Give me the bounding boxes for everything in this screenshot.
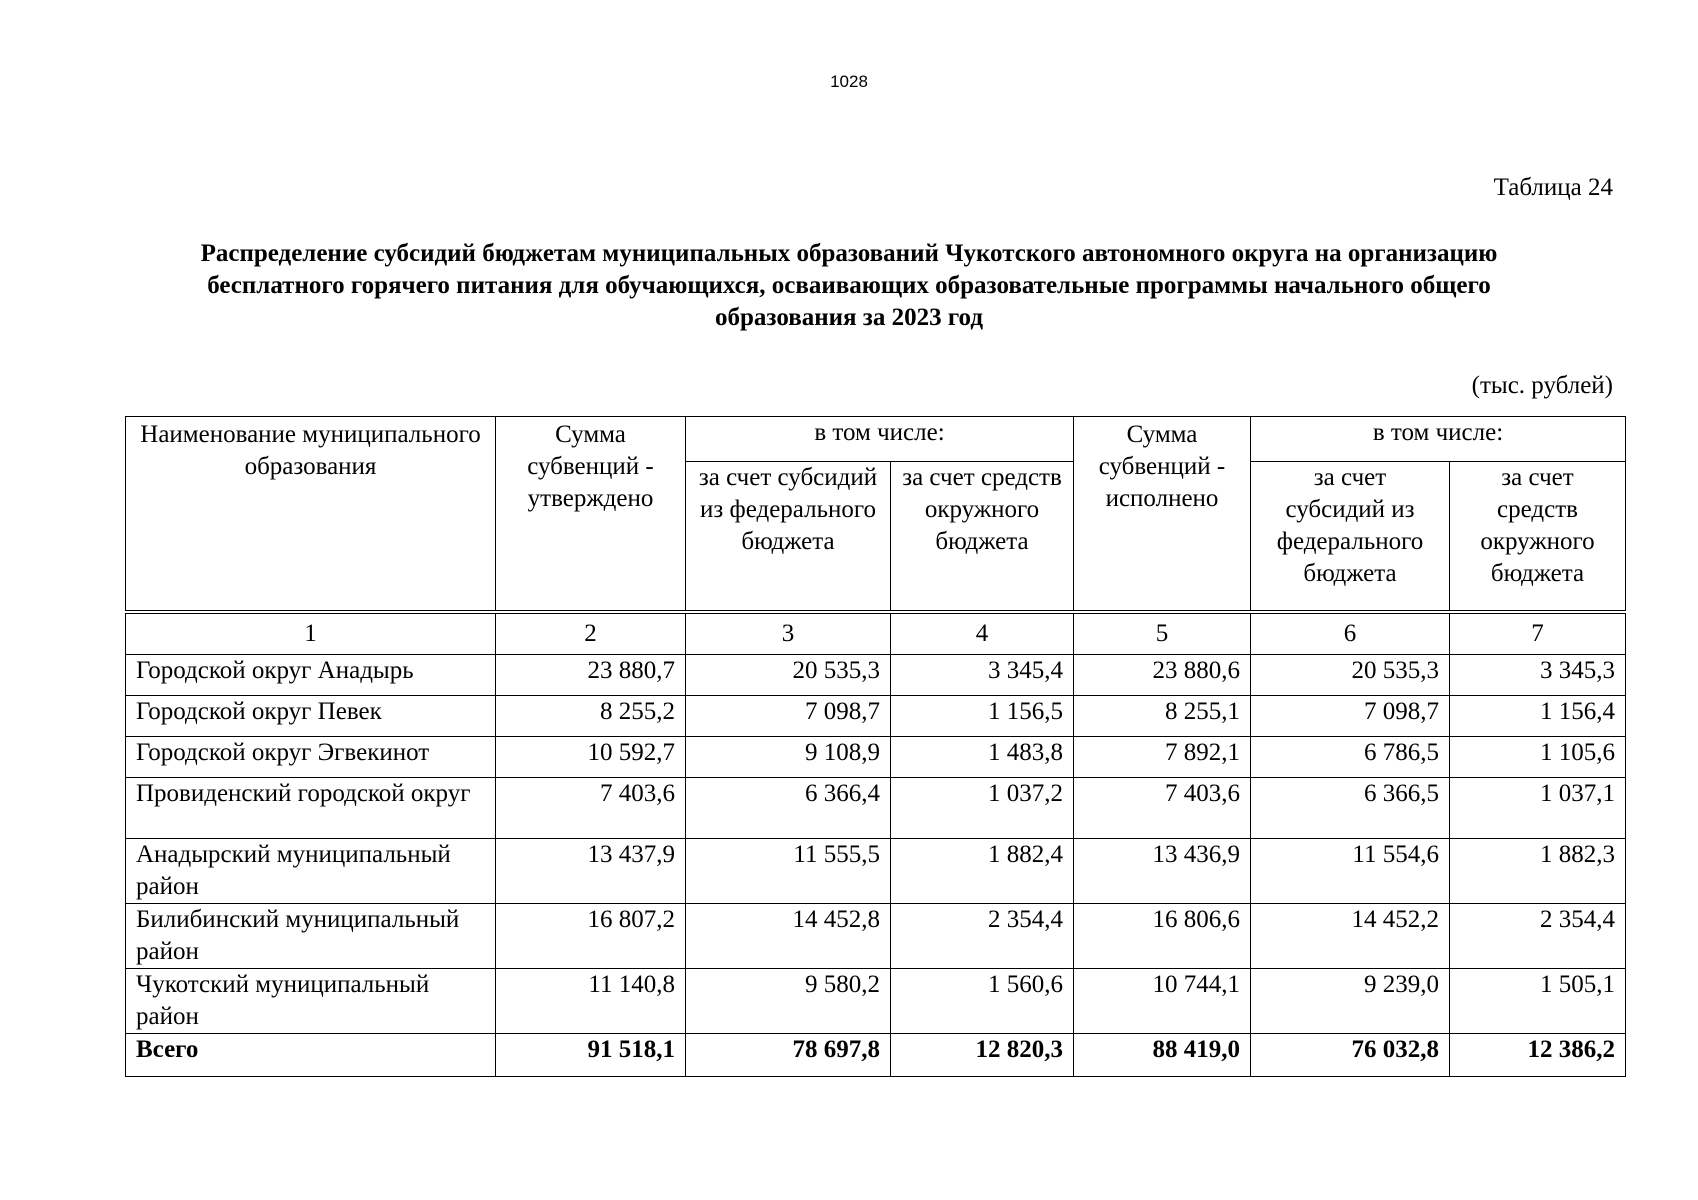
cell-value: 2 354,4 (891, 904, 1074, 969)
table-row (126, 904, 1626, 969)
cell-value: 11 555,5 (686, 839, 891, 904)
row-name: Городской округ Певек (126, 696, 496, 737)
table-row (126, 696, 1626, 737)
header-federal-executed: за счет субсидий из федерального бюджета (1251, 462, 1450, 611)
cell-value: 14 452,8 (686, 904, 891, 969)
cell-value: 1 882,3 (1450, 839, 1626, 904)
cell-value: 1 560,6 (891, 969, 1074, 1034)
cell-value: 1 037,2 (891, 778, 1074, 839)
total-label: Всего (126, 1034, 496, 1077)
header-including-executed: в том числе: (1251, 417, 1626, 462)
row-name: Анадырский муниципальный район (126, 839, 496, 904)
header-approved: Сумма субвенций - утверждено (496, 417, 686, 611)
cell-value: 13 436,9 (1074, 839, 1251, 904)
table-row (126, 839, 1626, 904)
header-name: Наименование муниципального образования (126, 417, 496, 611)
total-value: 12 820,3 (891, 1034, 1074, 1077)
total-value: 91 518,1 (496, 1034, 686, 1077)
cell-value: 2 354,4 (1450, 904, 1626, 969)
cell-value: 7 098,7 (1251, 696, 1450, 737)
total-value: 88 419,0 (1074, 1034, 1251, 1077)
cell-value: 11 554,6 (1251, 839, 1450, 904)
cell-value: 10 592,7 (496, 737, 686, 778)
cell-value: 7 403,6 (1074, 778, 1251, 839)
row-name: Чукотский муниципальный район (126, 969, 496, 1034)
row-name: Билибинский муниципальный район (126, 904, 496, 969)
cell-value: 9 108,9 (686, 737, 891, 778)
cell-value: 1 037,1 (1450, 778, 1626, 839)
total-value: 76 032,8 (1251, 1034, 1450, 1077)
subsidy-table (125, 416, 1626, 1077)
cell-value: 1 156,4 (1450, 696, 1626, 737)
cell-value: 23 880,6 (1074, 655, 1251, 696)
cell-value: 1 156,5 (891, 696, 1074, 737)
table-row (126, 778, 1626, 839)
cell-value: 9 580,2 (686, 969, 891, 1034)
row-name: Городской округ Анадырь (126, 655, 496, 696)
cell-value: 20 535,3 (686, 655, 891, 696)
table-title: Распределение субсидий бюджетам муниципальных образований Чукотского автономного округа на организацию бесплатного горячего питания для обучающихся, осваивающих образовательные программы начального общего образования за 2023 год (200, 240, 1498, 331)
row-name: Провиденский городской округ (126, 778, 496, 839)
cell-value: 1 105,6 (1450, 737, 1626, 778)
cell-value: 20 535,3 (1251, 655, 1450, 696)
cell-value: 8 255,2 (496, 696, 686, 737)
header-district-executed: за счет средств окружного бюджета (1450, 462, 1626, 611)
column-number: 3 (686, 614, 891, 655)
column-number: 5 (1074, 614, 1251, 655)
table-row (126, 969, 1626, 1034)
header-district-approved: за счет средств окружного бюджета (891, 462, 1074, 611)
cell-value: 16 807,2 (496, 904, 686, 969)
total-value: 78 697,8 (686, 1034, 891, 1077)
total-value: 12 386,2 (1450, 1034, 1626, 1077)
cell-value: 7 098,7 (686, 696, 891, 737)
cell-value: 14 452,2 (1251, 904, 1450, 969)
column-number: 2 (496, 614, 686, 655)
cell-value: 7 892,1 (1074, 737, 1251, 778)
cell-value: 23 880,7 (496, 655, 686, 696)
cell-value: 1 505,1 (1450, 969, 1626, 1034)
header-including-approved: в том числе: (686, 417, 1074, 462)
column-number: 7 (1450, 614, 1626, 655)
column-number: 1 (126, 614, 496, 655)
row-name: Городской округ Эгвекинот (126, 737, 496, 778)
cell-value: 10 744,1 (1074, 969, 1251, 1034)
cell-value: 6 366,5 (1251, 778, 1450, 839)
units-label: (тыс. рублей) (1471, 372, 1613, 399)
table-row (126, 655, 1626, 696)
header-federal-approved: за счет субсидий из федерального бюджета (686, 462, 891, 611)
cell-value: 16 806,6 (1074, 904, 1251, 969)
table-label: Таблица 24 (1493, 174, 1613, 201)
cell-value: 3 345,3 (1450, 655, 1626, 696)
cell-value: 7 403,6 (496, 778, 686, 839)
column-number: 4 (891, 614, 1074, 655)
cell-value: 1 483,8 (891, 737, 1074, 778)
cell-value: 1 882,4 (891, 839, 1074, 904)
cell-value: 13 437,9 (496, 839, 686, 904)
cell-value: 3 345,4 (891, 655, 1074, 696)
column-number: 6 (1251, 614, 1450, 655)
cell-value: 6 786,5 (1251, 737, 1450, 778)
cell-value: 8 255,1 (1074, 696, 1251, 737)
cell-value: 6 366,4 (686, 778, 891, 839)
header-executed: Сумма субвенций - исполнено (1074, 417, 1251, 611)
page-number: 1028 (830, 72, 868, 91)
cell-value: 11 140,8 (496, 969, 686, 1034)
total-row (126, 1034, 1626, 1077)
table-row (126, 737, 1626, 778)
cell-value: 9 239,0 (1251, 969, 1450, 1034)
